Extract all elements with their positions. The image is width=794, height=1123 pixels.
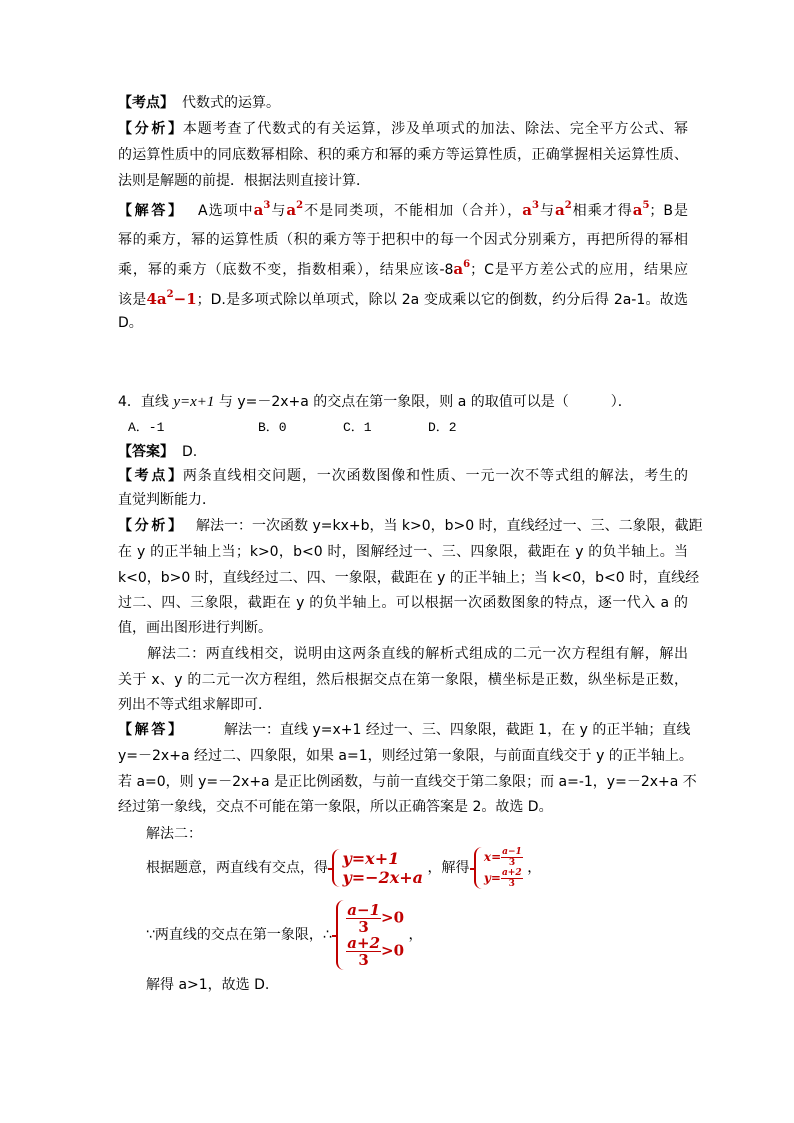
system1-mid: ，解得: [427, 860, 470, 876]
text-span: y=－2x+a 经过二、四象限，如果 a=1，则经过第一象限，与前面直线交于 y 的正半轴上。: [118, 748, 693, 764]
relation: >0: [381, 941, 405, 960]
math-exponent: 2: [166, 289, 174, 300]
text-span: 与: [538, 203, 555, 219]
math-base: a: [286, 201, 297, 219]
x-lhs: x=: [483, 850, 502, 864]
math-exponent: 3: [263, 200, 271, 211]
system2-suffix: ，: [408, 927, 423, 943]
math-expression: [254, 201, 271, 219]
text-line: [118, 172, 688, 190]
math-exponent: 2: [564, 200, 572, 211]
text-span: 代数式的运算。: [182, 95, 280, 111]
text-line: [118, 671, 688, 689]
system1-prefix: 根据题意，两直线有交点，得: [146, 860, 328, 876]
brace-icon: [336, 900, 346, 970]
text-line: [118, 517, 703, 535]
solution-system: [474, 847, 523, 889]
equation-row: y=−2x+a: [342, 868, 424, 887]
text-span: 关于 x、y 的二元一次方程组，然后根据交点在第一象限，横坐标是正数，纵坐标是正数，: [118, 672, 688, 688]
text-line: [118, 393, 688, 411]
text-span: 直觉判断能力．: [118, 492, 216, 508]
math-inline: y=x+1: [173, 394, 215, 410]
inequality-system: [336, 900, 404, 970]
text-line: [118, 261, 688, 279]
text-line: [118, 120, 688, 138]
text-line: [118, 443, 688, 461]
text-line: [118, 645, 688, 663]
system1-suffix: ，: [527, 860, 542, 876]
text-span: D.: [182, 444, 198, 460]
math-base: 4a: [146, 290, 167, 308]
text-span: 与: [270, 203, 287, 219]
text-span: 列出不等式组求解即可．: [118, 697, 272, 713]
frac-num: a−1: [347, 901, 381, 919]
option-a: A．-1: [128, 420, 165, 435]
math-tail: −1: [173, 290, 197, 308]
text-line: [118, 202, 688, 220]
frac-num: a−1: [502, 847, 522, 857]
option-b: B．0: [258, 420, 287, 435]
text-line: [118, 94, 688, 112]
text-span: 解法二：两直线相交，说明由这两条直线的解析式组成的二元一次方程组有解，解出: [118, 646, 688, 662]
math-expression: [147, 290, 197, 308]
text-line: [118, 314, 688, 332]
text-span: 值，画出图形进行判断。: [118, 620, 272, 636]
text-line: [118, 747, 693, 765]
text-span: 幂的乘方，幂的运算性质（积的乘方等于把积中的每一个因式分别乘方，再把所得的幂相: [118, 232, 688, 248]
frac-den: 3: [358, 918, 369, 936]
text-span: 本题考查了代数式的有关运算，涉及单项式的加法、除法、完全平方公式、幂: [182, 121, 688, 137]
math-exponent: 5: [642, 200, 650, 211]
math-expression: [522, 201, 539, 219]
section-label: 【考点】: [118, 95, 174, 111]
text-span: 过二、四、三象限，截距在 y 的负半轴上。可以根据一次函数图象的特点，逐一代入 a 的: [118, 595, 688, 611]
text-line: [118, 619, 688, 637]
system-line-1: [146, 847, 716, 889]
math-exponent: 3: [531, 200, 539, 211]
text-span: 的运算性质中的同底数幂相除、积的乘方和幂的乘方等运算性质，正确掌握相关运算性质、: [118, 147, 688, 163]
math-base: a: [253, 201, 264, 219]
section-label: 【答案】: [118, 444, 174, 460]
brace-icon: [332, 849, 342, 887]
math-expression: [555, 201, 572, 219]
text-line: [118, 696, 688, 714]
section-label: 【分析】: [118, 121, 182, 137]
text-span: ；D.是多项式除以单项式，除以 2a 变成乘以它的倒数，约分后得 2a-1。故选: [196, 292, 689, 308]
frac-num: a+2: [347, 934, 381, 952]
text-span: 法则是解题的前提．根据法则直接计算．: [118, 173, 370, 189]
text-line: [118, 231, 688, 249]
text-span: 经过第一象线，交点不可能在第一象限，所以正确答案是 2。故选 D。: [118, 799, 553, 815]
text-span: A选项中: [182, 203, 254, 219]
system2-prefix: ∵两直线的交点在第一象限，∴: [146, 927, 332, 943]
text-span: 不是同类项，不能相加（合并），: [303, 203, 523, 219]
text-line: [118, 773, 697, 791]
text-span: 乘，幂的乘方（底数不变，指数相乘），结果应该-8: [118, 262, 454, 278]
math-base: a: [453, 260, 464, 278]
relation: >0: [381, 908, 405, 927]
math-base: a: [522, 201, 532, 219]
text-span: 与 y=－2x+a 的交点在第一象限，则 a 的取值可以是（ ）．: [214, 394, 632, 410]
y-lhs: y=: [483, 871, 501, 885]
math-exponent: 6: [463, 259, 471, 270]
text-span: 解法一：直线 y=x+1 经过一、三、四象限，截距 1，在 y 的正半轴；直线: [182, 722, 691, 738]
text-span: 相乘才得: [571, 203, 633, 219]
frac-den: 3: [508, 858, 516, 868]
text-line: [118, 721, 691, 739]
text-line: [118, 976, 688, 994]
text-span: 若 a=0，则 y=－2x+a 是正比例函数，与前一直线交于第二象限；而 a=-1，y=－2x+a 不: [118, 774, 697, 790]
text-span: 解法二：: [118, 826, 202, 842]
text-span: ；C是平方差公式的应用，结果应: [470, 262, 688, 278]
section-label: 【分析】: [118, 518, 182, 534]
text-line: [118, 491, 688, 509]
text-span: 该是: [118, 292, 147, 308]
text-line: [118, 543, 688, 561]
brace-icon: [474, 847, 484, 889]
math-expression: [633, 201, 650, 219]
equation-system: [332, 849, 423, 887]
text-line: [118, 569, 700, 587]
math-expression: [286, 201, 303, 219]
text-line: [118, 467, 688, 485]
section-label: 【解答】: [118, 203, 182, 219]
section-label: 【解答】: [118, 722, 182, 738]
text-span: k<0，b>0 时，直线经过二、四、一象限，截距在 y 的正半轴上；当 k<0，b<0 时，直线经: [118, 570, 700, 586]
text-span: 解得 a>1，故选 D.: [118, 977, 270, 993]
frac-den: 3: [508, 879, 515, 889]
text-span: 在 y 的正半轴上当；k>0，b<0 时，图解经过一、三、四象限，截距在 y 的负半轴上。当: [118, 544, 688, 560]
math-expression: [453, 260, 470, 278]
text-span: 两条直线相交问题，一次函数图像和性质、一元一次不等式组的解法，考生的: [182, 468, 688, 484]
text-line: [118, 146, 688, 164]
math-base: a: [632, 201, 643, 219]
text-line: [118, 825, 688, 843]
equation-row: y=x+1: [342, 849, 400, 868]
text-line: [118, 594, 688, 612]
text-span: D。: [118, 315, 143, 331]
math-base: a: [554, 201, 565, 219]
text-span: 解法一：一次函数 y=kx+b，当 k>0，b>0 时，直线经过一、三、二象限，截距: [182, 518, 703, 534]
frac-den: 3: [358, 951, 369, 969]
text-span: ；B是: [649, 203, 689, 219]
frac-num: a+2: [501, 868, 522, 878]
text-span: 4．直线: [118, 394, 174, 410]
text-line: [118, 291, 688, 309]
system-line-2: [146, 900, 716, 970]
math-exponent: 2: [296, 200, 304, 211]
text-line: [118, 798, 688, 816]
option-d: D．2: [428, 420, 457, 435]
option-c: C．1: [343, 420, 372, 435]
section-label: 【考点】: [118, 468, 182, 484]
